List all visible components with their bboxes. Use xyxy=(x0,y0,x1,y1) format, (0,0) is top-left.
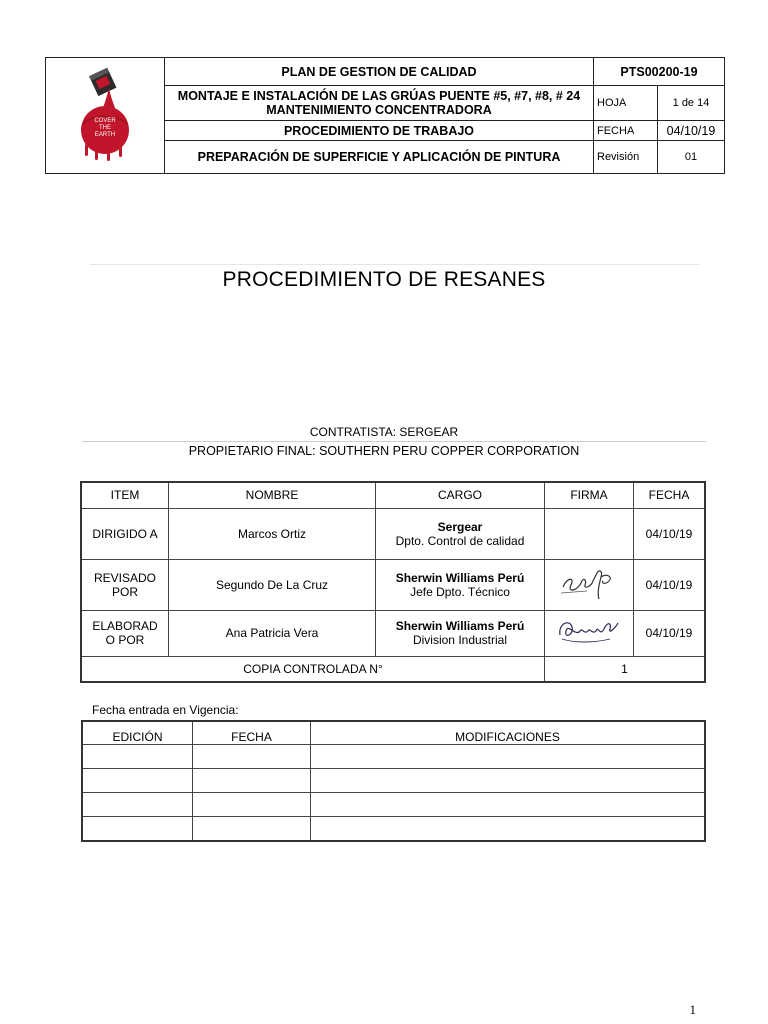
fecha-cell[interactable] xyxy=(193,817,311,842)
cargo-company: Sherwin Williams Perú xyxy=(395,570,525,585)
cargo-company: Sherwin Williams Perú xyxy=(395,619,525,633)
row-cargo xyxy=(376,559,545,610)
row-name: Ana Patricia Vera xyxy=(169,610,376,656)
logo-word-1: COVER xyxy=(94,118,116,124)
col-header-fecha: FECHA xyxy=(634,482,706,508)
company-logo-cell xyxy=(46,58,165,174)
fecha-value: 04/10/19 xyxy=(658,121,725,141)
procedure-type: PROCEDIMIENTO DE TRABAJO xyxy=(165,121,594,141)
row-item-text-2: O POR xyxy=(105,633,145,647)
modificaciones-cell[interactable] xyxy=(311,769,706,793)
row-item xyxy=(81,610,169,656)
row-item-text-1: REVISADO xyxy=(93,570,156,585)
fecha-cell[interactable] xyxy=(193,793,311,817)
page-number: 1 xyxy=(689,1002,696,1017)
contractor-line: CONTRATISTA: SERGEAR xyxy=(309,425,459,439)
modificaciones-cell[interactable] xyxy=(311,793,706,817)
col-header-item: ITEM xyxy=(81,482,169,508)
fecha-cell[interactable] xyxy=(193,745,311,769)
contractor-divider xyxy=(82,441,706,442)
procedure-subject: PREPARACIÓN DE SUPERFICIE Y APLICACIÓN DE PINTURA xyxy=(165,141,594,174)
logo-word-3: EARTH xyxy=(94,132,116,138)
row-item-text: DIRIGIDO A xyxy=(92,526,158,541)
table-row xyxy=(82,793,705,817)
modifications-header-row xyxy=(82,721,705,745)
copy-label: COPIA CONTROLADA N° xyxy=(81,656,545,682)
col-header-firma: FIRMA xyxy=(545,482,634,508)
signature-reviewer xyxy=(557,563,621,603)
vigencia-label: Fecha entrada en Vigencia: xyxy=(92,703,239,717)
project-title xyxy=(165,86,594,121)
logo-word-2: THE xyxy=(99,125,111,131)
hoja-value: 1 de 14 xyxy=(658,86,725,121)
table-row xyxy=(81,559,705,610)
approval-header-row xyxy=(81,482,705,508)
row-signature-empty xyxy=(545,508,634,559)
row-fecha: 04/10/19 xyxy=(634,559,706,610)
col-header-cargo: CARGO xyxy=(376,482,545,508)
row-item-text-1: ELABORAD xyxy=(92,619,158,633)
fecha-cell[interactable] xyxy=(193,769,311,793)
modificaciones-cell[interactable] xyxy=(311,745,706,769)
col-header-edicion: EDICIÓN xyxy=(82,721,193,745)
edicion-cell[interactable] xyxy=(82,745,193,769)
edicion-cell[interactable] xyxy=(82,793,193,817)
edicion-cell[interactable] xyxy=(82,817,193,842)
row-cargo xyxy=(376,610,545,656)
col-header-modificaciones: MODIFICACIONES xyxy=(311,721,706,745)
row-signature xyxy=(545,559,634,610)
cargo-company: Sergear xyxy=(437,519,483,534)
col-header-fecha: FECHA xyxy=(193,721,311,745)
project-title-line-2: MANTENIMIENTO CONCENTRADORA xyxy=(266,103,492,117)
col-header-nombre: NOMBRE xyxy=(169,482,376,508)
table-row xyxy=(81,610,705,656)
document-code: PTS00200-19 xyxy=(594,58,725,86)
table-row xyxy=(81,508,705,559)
row-fecha: 04/10/19 xyxy=(634,508,706,559)
owner-line: PROPIETARIO FINAL: SOUTHERN PERU COPPER CORPORATION xyxy=(188,444,580,458)
table-row xyxy=(82,817,705,842)
fecha-label: FECHA xyxy=(594,121,658,141)
row-name: Marcos Ortiz xyxy=(169,508,376,559)
row-cargo xyxy=(376,508,545,559)
row-item xyxy=(81,559,169,610)
approval-table xyxy=(80,481,706,683)
cover-the-earth-logo xyxy=(73,64,137,164)
copy-value: 1 xyxy=(545,656,706,682)
row-item-text-2: POR xyxy=(111,584,138,599)
row-fecha: 04/10/19 xyxy=(634,610,706,656)
title-rule-top xyxy=(90,264,700,265)
hoja-label: HOJA xyxy=(594,86,658,121)
table-row xyxy=(82,769,705,793)
row-name: Segundo De La Cruz xyxy=(169,559,376,610)
document-title: PROCEDIMIENTO DE RESANES xyxy=(222,268,546,291)
signature-author xyxy=(554,613,624,651)
plan-title: PLAN DE GESTION DE CALIDAD xyxy=(165,58,594,86)
revision-value: 01 xyxy=(658,141,725,174)
copy-row xyxy=(81,656,705,682)
cargo-role: Dpto. Control de calidad xyxy=(395,533,525,548)
revision-label: Revisión xyxy=(594,141,658,174)
cargo-role: Jefe Dpto. Técnico xyxy=(410,584,510,599)
project-title-line-1: MONTAJE E INSTALACIÓN DE LAS GRÚAS PUENTE #5, #7, #8, # 24 xyxy=(177,89,581,103)
document-header-table xyxy=(45,57,725,174)
modificaciones-cell[interactable] xyxy=(311,817,706,842)
row-item xyxy=(81,508,169,559)
row-signature xyxy=(545,610,634,656)
table-row xyxy=(82,745,705,769)
edicion-cell[interactable] xyxy=(82,769,193,793)
cargo-role: Division Industrial xyxy=(412,633,508,647)
modifications-table xyxy=(81,720,706,842)
